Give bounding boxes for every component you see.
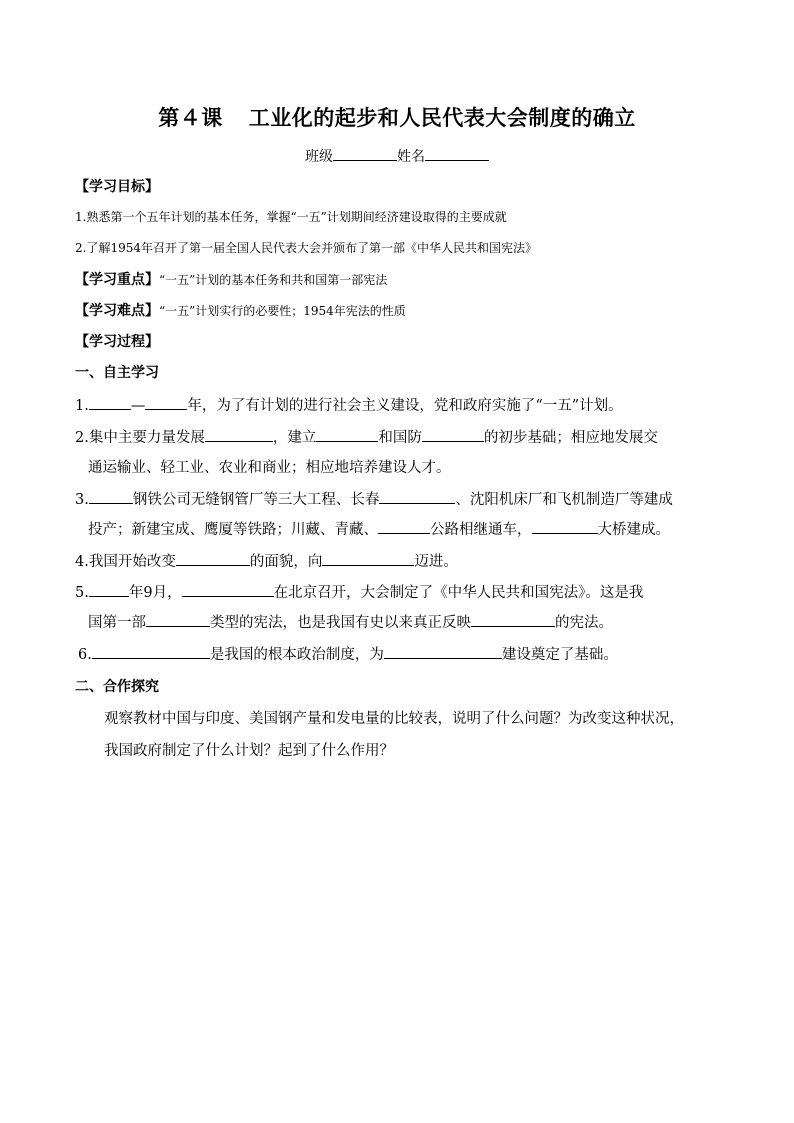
objective-item-1: 1.熟悉第一个五年计划的基本任务，掌握“一五”计划期间经济建设取得的主要成就: [75, 210, 507, 224]
q5-blank-4[interactable]: [471, 612, 555, 627]
question-1: 1. — 年，为了有计划的进行社会主义建设，党和政府实施了“一五”计划。: [75, 394, 623, 415]
question-4: 4.我国开始改变 的面貌，向 迈进。: [75, 550, 458, 571]
q2-blank-1[interactable]: [205, 427, 273, 442]
q3-blank-4[interactable]: [532, 519, 598, 534]
question-3: 3. 钢铁公司无缝钢管厂等三大工程、长春 、沈阳机床厂和飞机制造厂等建成: [75, 488, 673, 509]
question-5: 5. 年9月， 在北京召开，大会制定了《中华人民共和国宪法》。这是我: [75, 581, 643, 602]
q1-blank-end[interactable]: [145, 395, 187, 410]
lesson-number: 第４课: [158, 106, 223, 130]
q2-blank-3[interactable]: [422, 427, 484, 442]
section2-header: 二、合作探究: [75, 679, 159, 695]
lesson-topic: 工业化的起步和人民代表大会制度的确立: [248, 106, 636, 130]
section2-line-2: 我国政府制定了什么计划？起到了什么作用？: [104, 743, 394, 759]
q5-blank-2[interactable]: [182, 582, 274, 597]
key-points-text: “一五”计划的基本任务和共和国第一部宪法: [159, 273, 388, 287]
q1-blank-start[interactable]: [89, 395, 131, 410]
q6-blank-2[interactable]: [384, 644, 502, 659]
name-label: 姓名: [397, 149, 425, 165]
difficulties-text: “一五”计划实行的必要性；1954年宪法的性质: [159, 304, 406, 318]
q6-blank-1[interactable]: [92, 644, 210, 659]
section1-header: 一、自主学习: [75, 365, 159, 381]
class-name-line: [0, 146, 794, 166]
objectives-header: 【学习目标】: [75, 179, 159, 195]
question-3-line-2: 投产；新建宝成、鹰厦等铁路；川藏、青藏、 公路相继通车， 大桥建成。: [88, 518, 670, 539]
objective-item-2: 2.了解1954年召开了第一届全国人民代表大会并颁布了第一部《中华人民共和国宪法》: [75, 241, 537, 255]
q3-blank-3[interactable]: [378, 519, 430, 534]
process-header: 【学习过程】: [75, 334, 159, 350]
key-points: [75, 269, 387, 289]
question-5-line-2: 国第一部 类型的宪法，也是我国有史以来真正反映 的宪法。: [88, 611, 613, 632]
difficulties: [75, 300, 406, 320]
q2-blank-2[interactable]: [316, 427, 378, 442]
q3-blank-1[interactable]: [89, 489, 133, 504]
q4-blank-1[interactable]: [176, 551, 250, 566]
section2-line-1: 观察教材中国与印度、美国钢产量和发电量的比较表，说明了什么问题？为改变这种状况，: [104, 711, 684, 727]
question-2-line-2: 通运输业、轻工业、农业和商业；相应地培养建设人才。: [88, 460, 451, 476]
key-points-header: 【学习重点】: [75, 272, 159, 288]
page-title: [0, 102, 794, 132]
question-6: 6. 是我国的根本政治制度，为 建设奠定了基础。: [78, 643, 618, 664]
class-label: 班级: [305, 149, 333, 165]
question-2: 2.集中主要力量发展 ，建立 和国防 的初步基础；相应地发展交: [75, 426, 658, 447]
q5-blank-1[interactable]: [89, 582, 129, 597]
class-blank[interactable]: [333, 146, 397, 161]
name-blank[interactable]: [425, 146, 489, 161]
difficulties-header: 【学习难点】: [75, 303, 159, 319]
q4-blank-2[interactable]: [322, 551, 414, 566]
q5-blank-3[interactable]: [146, 612, 210, 627]
q3-blank-2[interactable]: [379, 489, 455, 504]
